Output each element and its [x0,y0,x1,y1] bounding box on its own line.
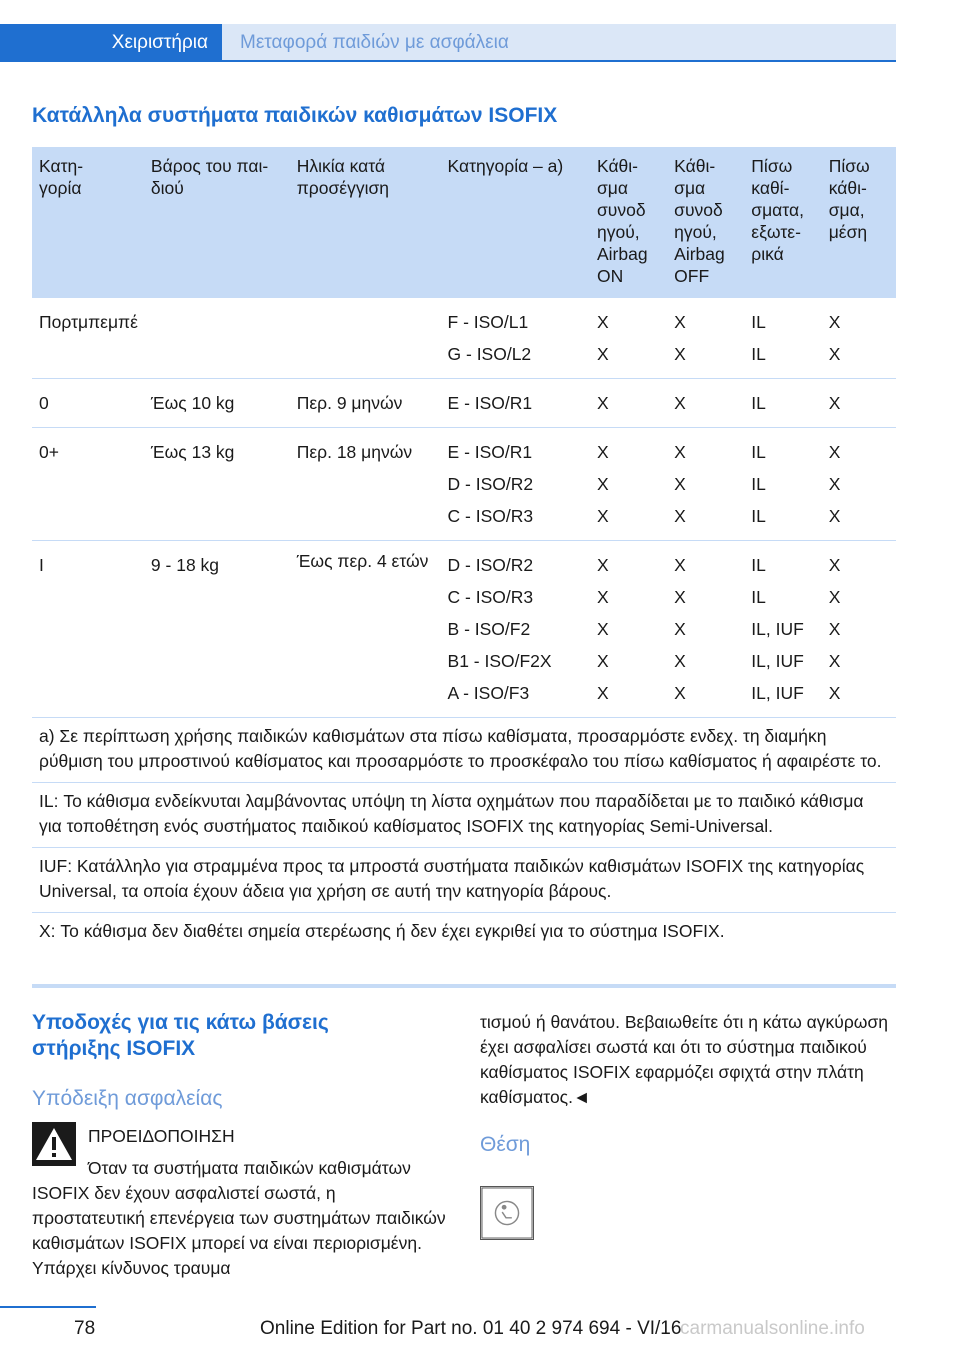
footer-rule [0,1306,96,1308]
cell-weight: Έως 10 kg [144,379,290,428]
table-note-row [32,913,896,953]
cell-rear-middle: X [822,379,896,428]
header-category: Κατη- γορία [32,147,144,298]
cell-weight: 9 - 18 kg [144,541,290,718]
cell-age: Έως περ. 4 ετών [290,541,441,718]
warning-text: Όταν τα συστήματα παιδικών καθισμάτων ISOFIX δεν έχουν ασφαλιστεί σωστά, η προστατευτική επενέργεια των συστημάτων παιδικών καθισμάτων ISOFIX μπορεί να είναι περιορισμένη. Υπάρχει κίνδυνος τραυμα [32,1158,446,1278]
edition-text: Online Edition for Part no. 01 40 2 974 694 - VI/16 [260,1318,682,1339]
table-note: X: Το κάθισμα δεν διαθέτει σημεία στερέωσης ή δεν έχει εγκριθεί για το σύστημα ISOFIX. [32,913,896,953]
cell-rear-middle: X X X [822,428,896,541]
cell-rear-middle: X X X X X [822,541,896,718]
header-weight: Βάρος του παι- διού [144,147,290,298]
cell-rear-outer: IL [744,379,821,428]
cell-rear-outer: IL IL IL, IUF IL, IUF IL, IUF [744,541,821,718]
header-tab-controls: Χειριστήρια [0,24,222,62]
page-header [0,0,960,62]
left-column [32,1010,450,1278]
header-rear-middle: Πίσω κάθι- σμα, μέση [822,147,896,298]
cell-rear-middle: X X [822,298,896,379]
cell-category: Πορτμπεμπέ [32,298,144,379]
isofix-position-icon [480,1186,534,1240]
table-row [32,379,896,428]
cell-airbag-on: X [590,379,667,428]
cell-category: 0 [32,379,144,428]
table-row [32,298,896,379]
cell-category: 0+ [32,428,144,541]
safety-subheading: Υπόδειξη ασφαλείας [32,1087,223,1110]
cell-airbag-off: X X X [667,428,744,541]
cell-rear-outer: IL IL [744,298,821,379]
header-airbag-on: Κάθι- σμα συνοδ ηγού, Airbag ON [590,147,667,298]
table-note-row [32,783,896,848]
table-bottom-rule [32,984,896,988]
page-number: 78 [74,1318,96,1339]
isofix-table [32,147,896,952]
isofix-heading: Υποδοχές για τις κάτω βάσεις στήριξης ISOFIX [32,1011,329,1060]
position-heading: Θέση [480,1133,531,1156]
cell-classes: D - ISO/R2 C - ISO/R3 B - ISO/F2 B1 - ISO/F2X A - ISO/F3 [441,541,590,718]
cell-classes: E - ISO/R1 [441,379,590,428]
cell-airbag-off: X [667,379,744,428]
cell-weight: Έως 13 kg [144,428,290,541]
warning-text-continued: τισμού ή θανάτου. Βεβαιωθείτε ότι η κάτω αγκύρωση έχει ασφαλίσει σωστά και ότι το σύστημα παιδικού καθίσματος ISOFIX εφαρμόζει σφιχτά στην πλάτη καθίσματος.◄ [480,1012,888,1107]
cell-category: I [32,541,144,718]
cell-airbag-off: X X [667,298,744,379]
cell-airbag-on: X X X X X [590,541,667,718]
header-rule [0,60,896,62]
cell-weight [144,298,290,379]
cell-airbag-on: X X [590,298,667,379]
cell-classes: E - ISO/R1 D - ISO/R2 C - ISO/R3 [441,428,590,541]
cell-age: Περ. 18 μηνών [290,428,441,541]
table-row [32,428,896,541]
header-tab-child-safety: Μεταφορά παιδιών με ασφάλεια [222,24,896,62]
table-note-row [32,848,896,913]
table-note: IL: Το κάθισμα ενδείκνυται λαμβάνοντας υπόψη τη λίστα οχημάτων που παραδίδεται με το παιδικό κάθισμα για τοποθέτηση ενός συστήματος παιδικού καθίσματος ISOFIX της κατηγορίας Semi-Universal. [32,783,896,848]
table-note: a) Σε περίπτωση χρήσης παιδικών καθισμάτων στα πίσω καθίσματα, προσαρμόστε ενδεχ. τη διαμήκη ρύθμιση του μπροστινού καθίσματος και προσαρμόστε το προσκέφαλο του πίσω καθίσματος ή αφαιρέστε το. [32,718,896,783]
section-title: Κατάλληλα συστήματα παιδικών καθισμάτων ISOFIX [32,104,558,127]
header-class: Κατηγορία – a) [441,147,590,298]
cell-airbag-off: X X X X X [667,541,744,718]
watermark-text: carmanualsonline.info [680,1318,865,1339]
cell-age [290,298,441,379]
cell-classes: F - ISO/L1 G - ISO/L2 [441,298,590,379]
cell-airbag-on: X X X [590,428,667,541]
right-column [480,1010,900,1158]
table-header-row [32,147,896,298]
cell-rear-outer: IL IL IL [744,428,821,541]
header-rear-outer: Πίσω καθί- σματα, εξωτε- ρικά [744,147,821,298]
table-row [32,541,896,718]
table-note: IUF: Κατάλληλο για στραμμένα προς τα μπροστά συστήματα παιδικών καθισμάτων ISOFIX της κατηγορίας Universal, τα οποία έχουν άδεια για χρήση σε αυτή την κατηγορία βάρους. [32,848,896,913]
warning-heading: ΠΡΟΕΙΔΟΠΟΙΗΣΗ [88,1126,235,1146]
table-note-row [32,718,896,783]
header-age: Ηλικία κατά προσέγγιση [290,147,441,298]
cell-age: Περ. 9 μηνών [290,379,441,428]
header-airbag-off: Κάθι- σμα συνοδ ηγού, Airbag OFF [667,147,744,298]
